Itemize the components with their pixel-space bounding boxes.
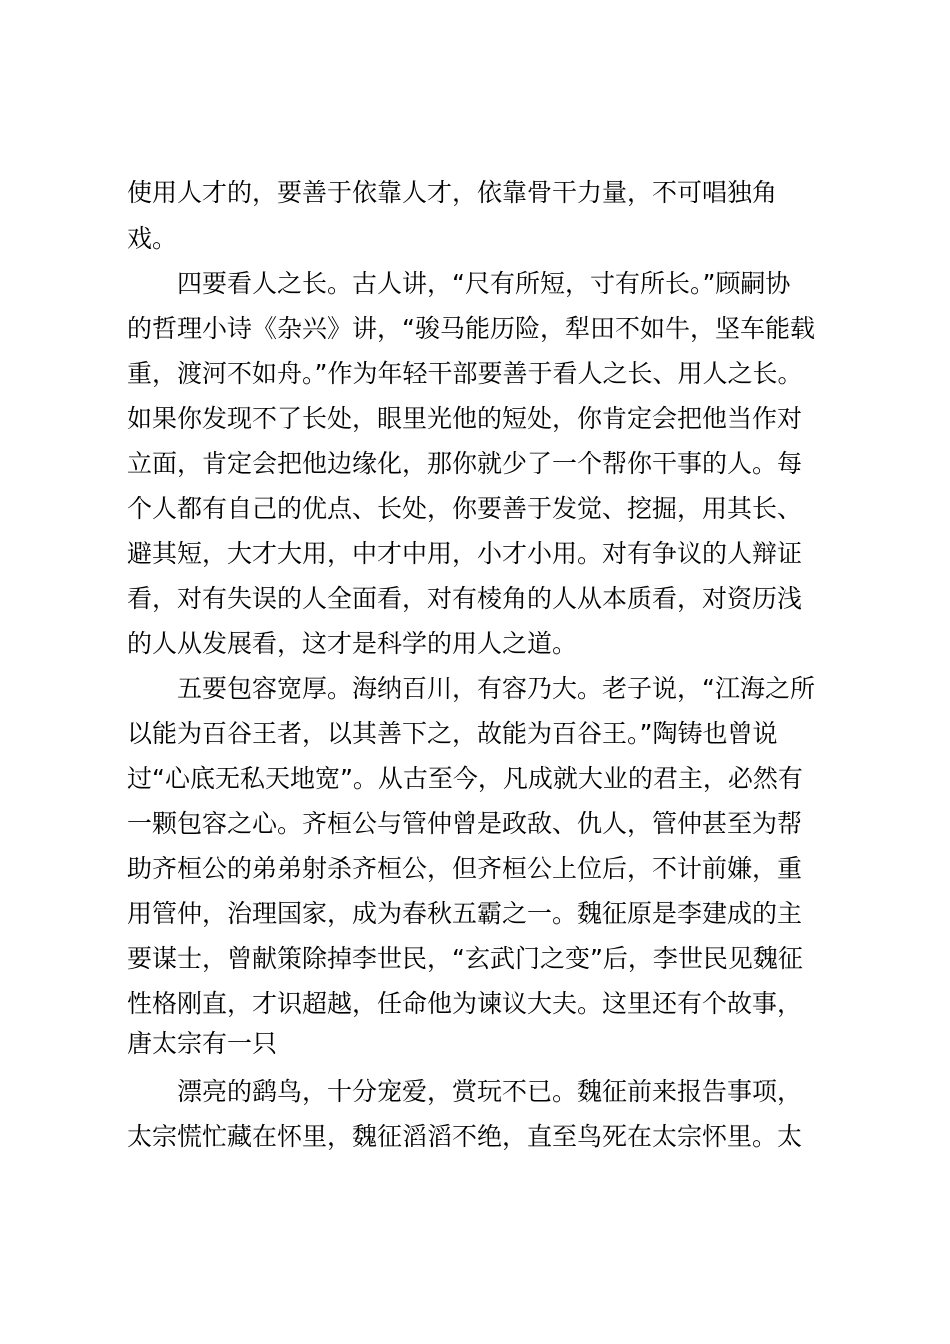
- text-line: 的哲理小诗《杂兴》讲，“骏马能历险，犁田不如牛，坚车能载: [127, 314, 815, 343]
- text-line: 如果你发现不了长处，眼里光他的短处，你肯定会把他当作对: [127, 404, 803, 433]
- paragraph-start-line: 五要包容宽厚。海纳百川，有容乃大。老子说，“江海之所: [177, 674, 815, 703]
- text-line: 以能为百谷王者，以其善下之，故能为百谷王。”陶铸也曾说: [127, 719, 778, 748]
- text-line: 助齐桓公的弟弟射杀齐桓公，但齐桓公上位后，不计前嫌，重: [127, 854, 803, 883]
- text-line: 太宗慌忙藏在怀里，魏征滔滔不绝，直至鸟死在太宗怀里。太: [127, 1122, 803, 1151]
- text-line: 戏。: [127, 224, 178, 253]
- text-line: 用管仲，治理国家，成为春秋五霸之一。魏征原是李建成的主: [127, 899, 803, 928]
- text-line: 性格刚直，才识超越，任命他为谏议大夫。这里还有个故事，: [127, 989, 803, 1018]
- text-line: 使用人才的，要善于依靠人才，依靠骨干力量，不可唱独角: [127, 178, 778, 207]
- text-line: 一颗包容之心。齐桓公与管仲曾是政敌、仇人，管仲甚至为帮: [127, 809, 803, 838]
- paragraph-start-line: 四要看人之长。古人讲，“尺有所短，寸有所长。”顾嗣协: [177, 269, 791, 298]
- text-line: 重，渡河不如舟。”作为年轻干部要善于看人之长、用人之长。: [127, 359, 803, 388]
- text-line: 的人从发展看，这才是科学的用人之道。: [127, 629, 578, 658]
- text-line: 个人都有自己的优点、长处，你要善于发觉、挖掘，用其长、: [127, 494, 803, 523]
- text-line: 看，对有失误的人全面看，对有棱角的人从本质看，对资历浅: [127, 584, 803, 613]
- text-line: 唐太宗有一只: [127, 1029, 278, 1058]
- text-line: 避其短，大才大用，中才中用，小才小用。对有争议的人辩证: [127, 539, 803, 568]
- text-line: 过“心底无私天地宽”。从古至今，凡成就大业的君主，必然有: [127, 764, 803, 793]
- text-line: 立面，肯定会把他边缘化，那你就少了一个帮你干事的人。每: [127, 449, 803, 478]
- text-line: 要谋士，曾献策除掉李世民，“玄武门之变”后，李世民见魏征: [127, 944, 803, 973]
- paragraph-start-line: 漂亮的鹞鸟，十分宠爱，赏玩不已。魏征前来报告事项，: [177, 1077, 803, 1106]
